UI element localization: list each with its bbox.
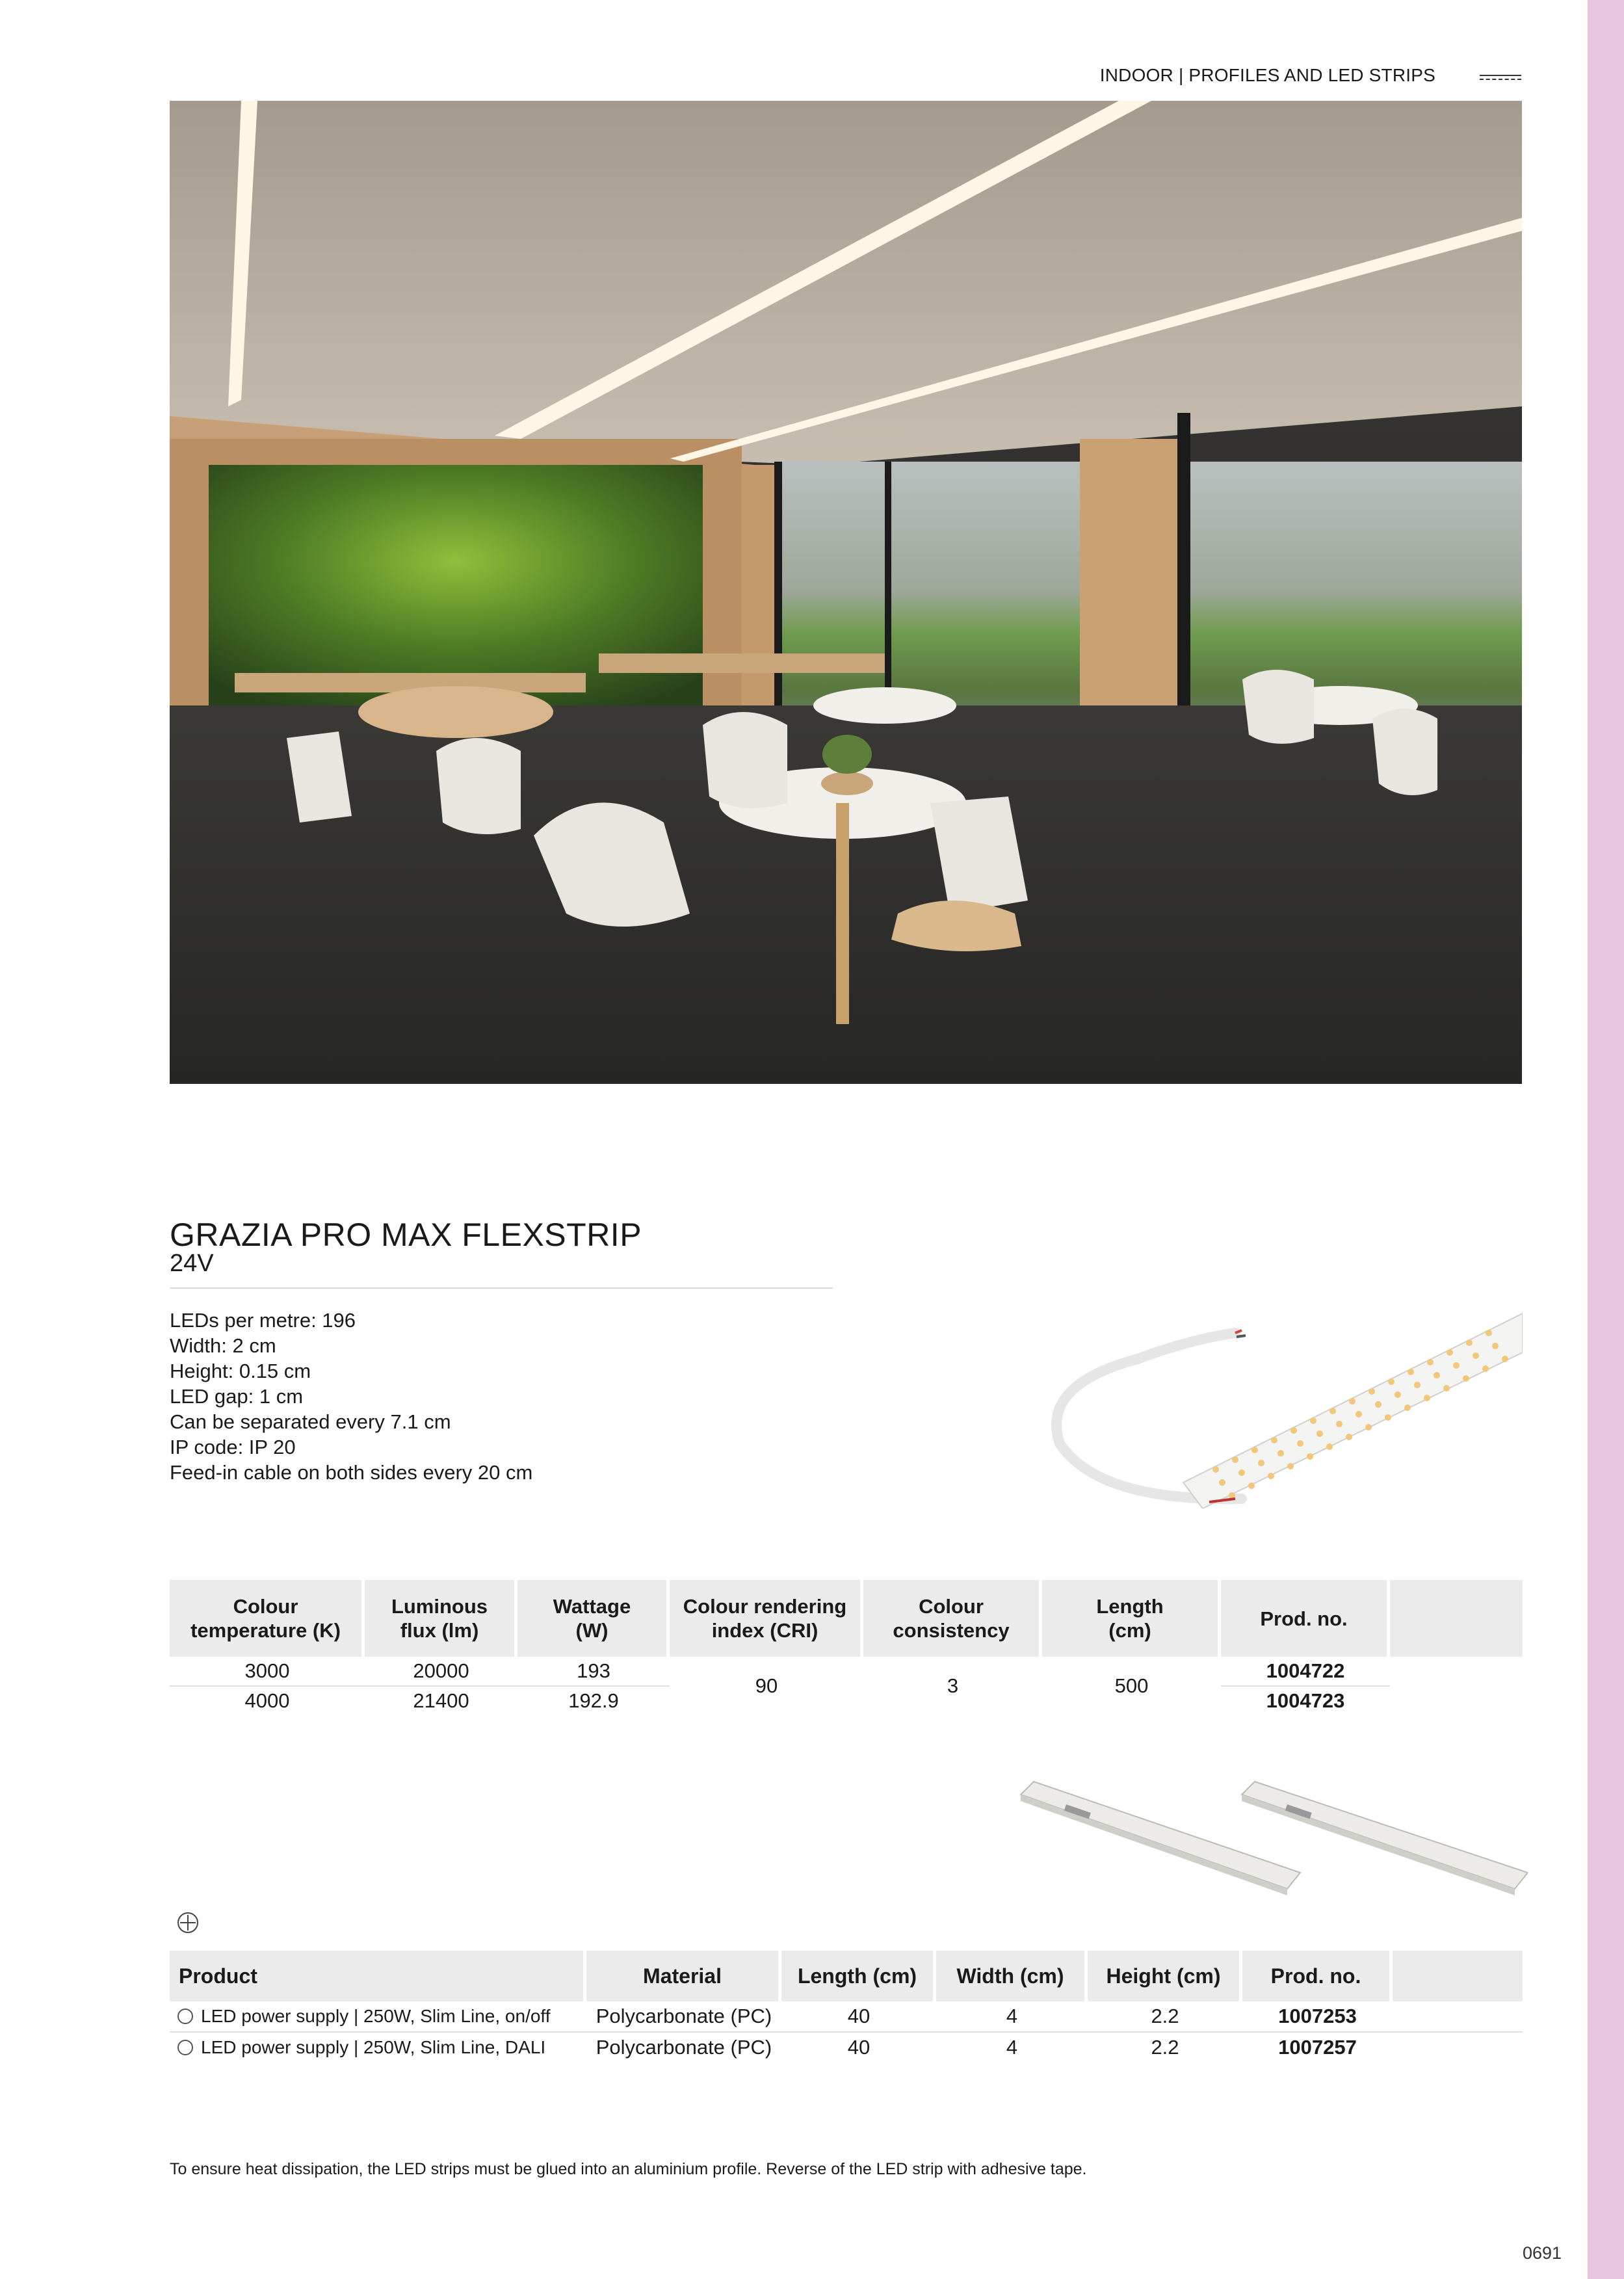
cell-cri: 90 [755, 1674, 778, 1697]
select-radio[interactable] [177, 2009, 193, 2024]
col-luminous-flux: Luminous flux (lm) [365, 1580, 517, 1657]
section-header: INDOOR | PROFILES AND LED STRIPS [1099, 65, 1435, 85]
cell-prod-no: 1004722 [1221, 1657, 1390, 1687]
cell-height: 2.2 [1088, 2001, 1242, 2033]
led-strip-image [1047, 1307, 1523, 1508]
cell-prod-no: 1007257 [1278, 2036, 1357, 2059]
accessory-table [170, 1951, 1523, 2062]
cell-height: 2.2 [1151, 2036, 1179, 2059]
col-colour-temperature: Colour temperature (K) [170, 1580, 365, 1657]
cell-temp: 3000 [170, 1657, 365, 1687]
side-color-bar [1588, 0, 1624, 2279]
led-strip-icon [1480, 75, 1521, 81]
cell-prod-no: 1004723 [1266, 1689, 1345, 1712]
cell-width: 4 [936, 2001, 1088, 2033]
col-blank [1390, 1580, 1523, 1657]
spec-feed-in: Feed-in cable on both sides every 20 cm [170, 1461, 533, 1484]
col-width: Width (cm) [936, 1951, 1088, 2001]
spec-list [170, 1308, 532, 1485]
product-voltage: 24V [170, 1250, 214, 1277]
spec-ip-code: IP code: IP 20 [170, 1436, 296, 1458]
cell-flux: 21400 [413, 1689, 469, 1712]
table-row [170, 2001, 1523, 2033]
table-row [170, 1657, 1523, 1687]
cell-consistency: 3 [947, 1674, 959, 1697]
cell-watt: 193 [517, 1657, 670, 1687]
col-length: Length (cm) [1042, 1580, 1221, 1657]
power-supply-image [1014, 1775, 1528, 1912]
cell-temp: 4000 [244, 1689, 290, 1712]
spec-led-gap: LED gap: 1 cm [170, 1385, 304, 1408]
strip-spec-table [170, 1580, 1523, 1715]
col-cri: Colour rendering index (CRI) [670, 1580, 863, 1657]
col-material: Material [586, 1951, 781, 2001]
cell-material: Polycarbonate (PC) [586, 2001, 781, 2033]
col-prod-no: Prod. no. [1242, 1951, 1393, 2001]
cell-length: 40 [847, 2036, 871, 2059]
col-blank [1393, 1951, 1523, 2001]
cell-product: LED power supply | 250W, Slim Line, on/off [170, 2001, 586, 2033]
col-wattage: Wattage (W) [517, 1580, 670, 1657]
col-product: Product [170, 1951, 586, 2001]
page-number: 0691 [1523, 2243, 1562, 2263]
spec-width: Width: 2 cm [170, 1334, 276, 1357]
cell-width: 4 [1006, 2036, 1018, 2059]
cell-blank [1393, 2001, 1523, 2033]
cell-material: Polycarbonate (PC) [596, 2036, 772, 2059]
footnote: To ensure heat dissipation, the LED strips must be glued into an aluminium profile. Reverse of the LED strip with adhesive tape. [170, 2160, 1087, 2178]
room-photo [170, 101, 1522, 1084]
cell-prod-no: 1007253 [1242, 2001, 1393, 2033]
spec-separation: Can be separated every 7.1 cm [170, 1410, 451, 1433]
cell-flux: 20000 [365, 1657, 517, 1687]
col-colour-consistency: Colour consistency [863, 1580, 1042, 1657]
cell-watt: 192.9 [568, 1689, 619, 1712]
col-prod-no: Prod. no. [1221, 1580, 1390, 1657]
spec-leds-per-metre: LEDs per metre: 196 [170, 1309, 356, 1332]
product-title: GRAZIA PRO MAX FLEXSTRIP [170, 1217, 642, 1253]
accessory-plus-icon [177, 1912, 199, 1934]
spec-height: Height: 0.15 cm [170, 1360, 311, 1382]
cell-product: LED power supply | 250W, Slim Line, DALI [170, 2033, 586, 2062]
cell-blank [1393, 2033, 1523, 2062]
cell-length: 500 [1114, 1674, 1149, 1697]
title-divider [170, 1287, 833, 1289]
col-length: Length (cm) [781, 1951, 936, 2001]
table-row [170, 2033, 1523, 2062]
cell-length: 40 [781, 2001, 936, 2033]
select-radio[interactable] [177, 2040, 193, 2055]
col-height: Height (cm) [1088, 1951, 1242, 2001]
cell-blank [1390, 1657, 1523, 1687]
cell-blank [1390, 1687, 1523, 1715]
